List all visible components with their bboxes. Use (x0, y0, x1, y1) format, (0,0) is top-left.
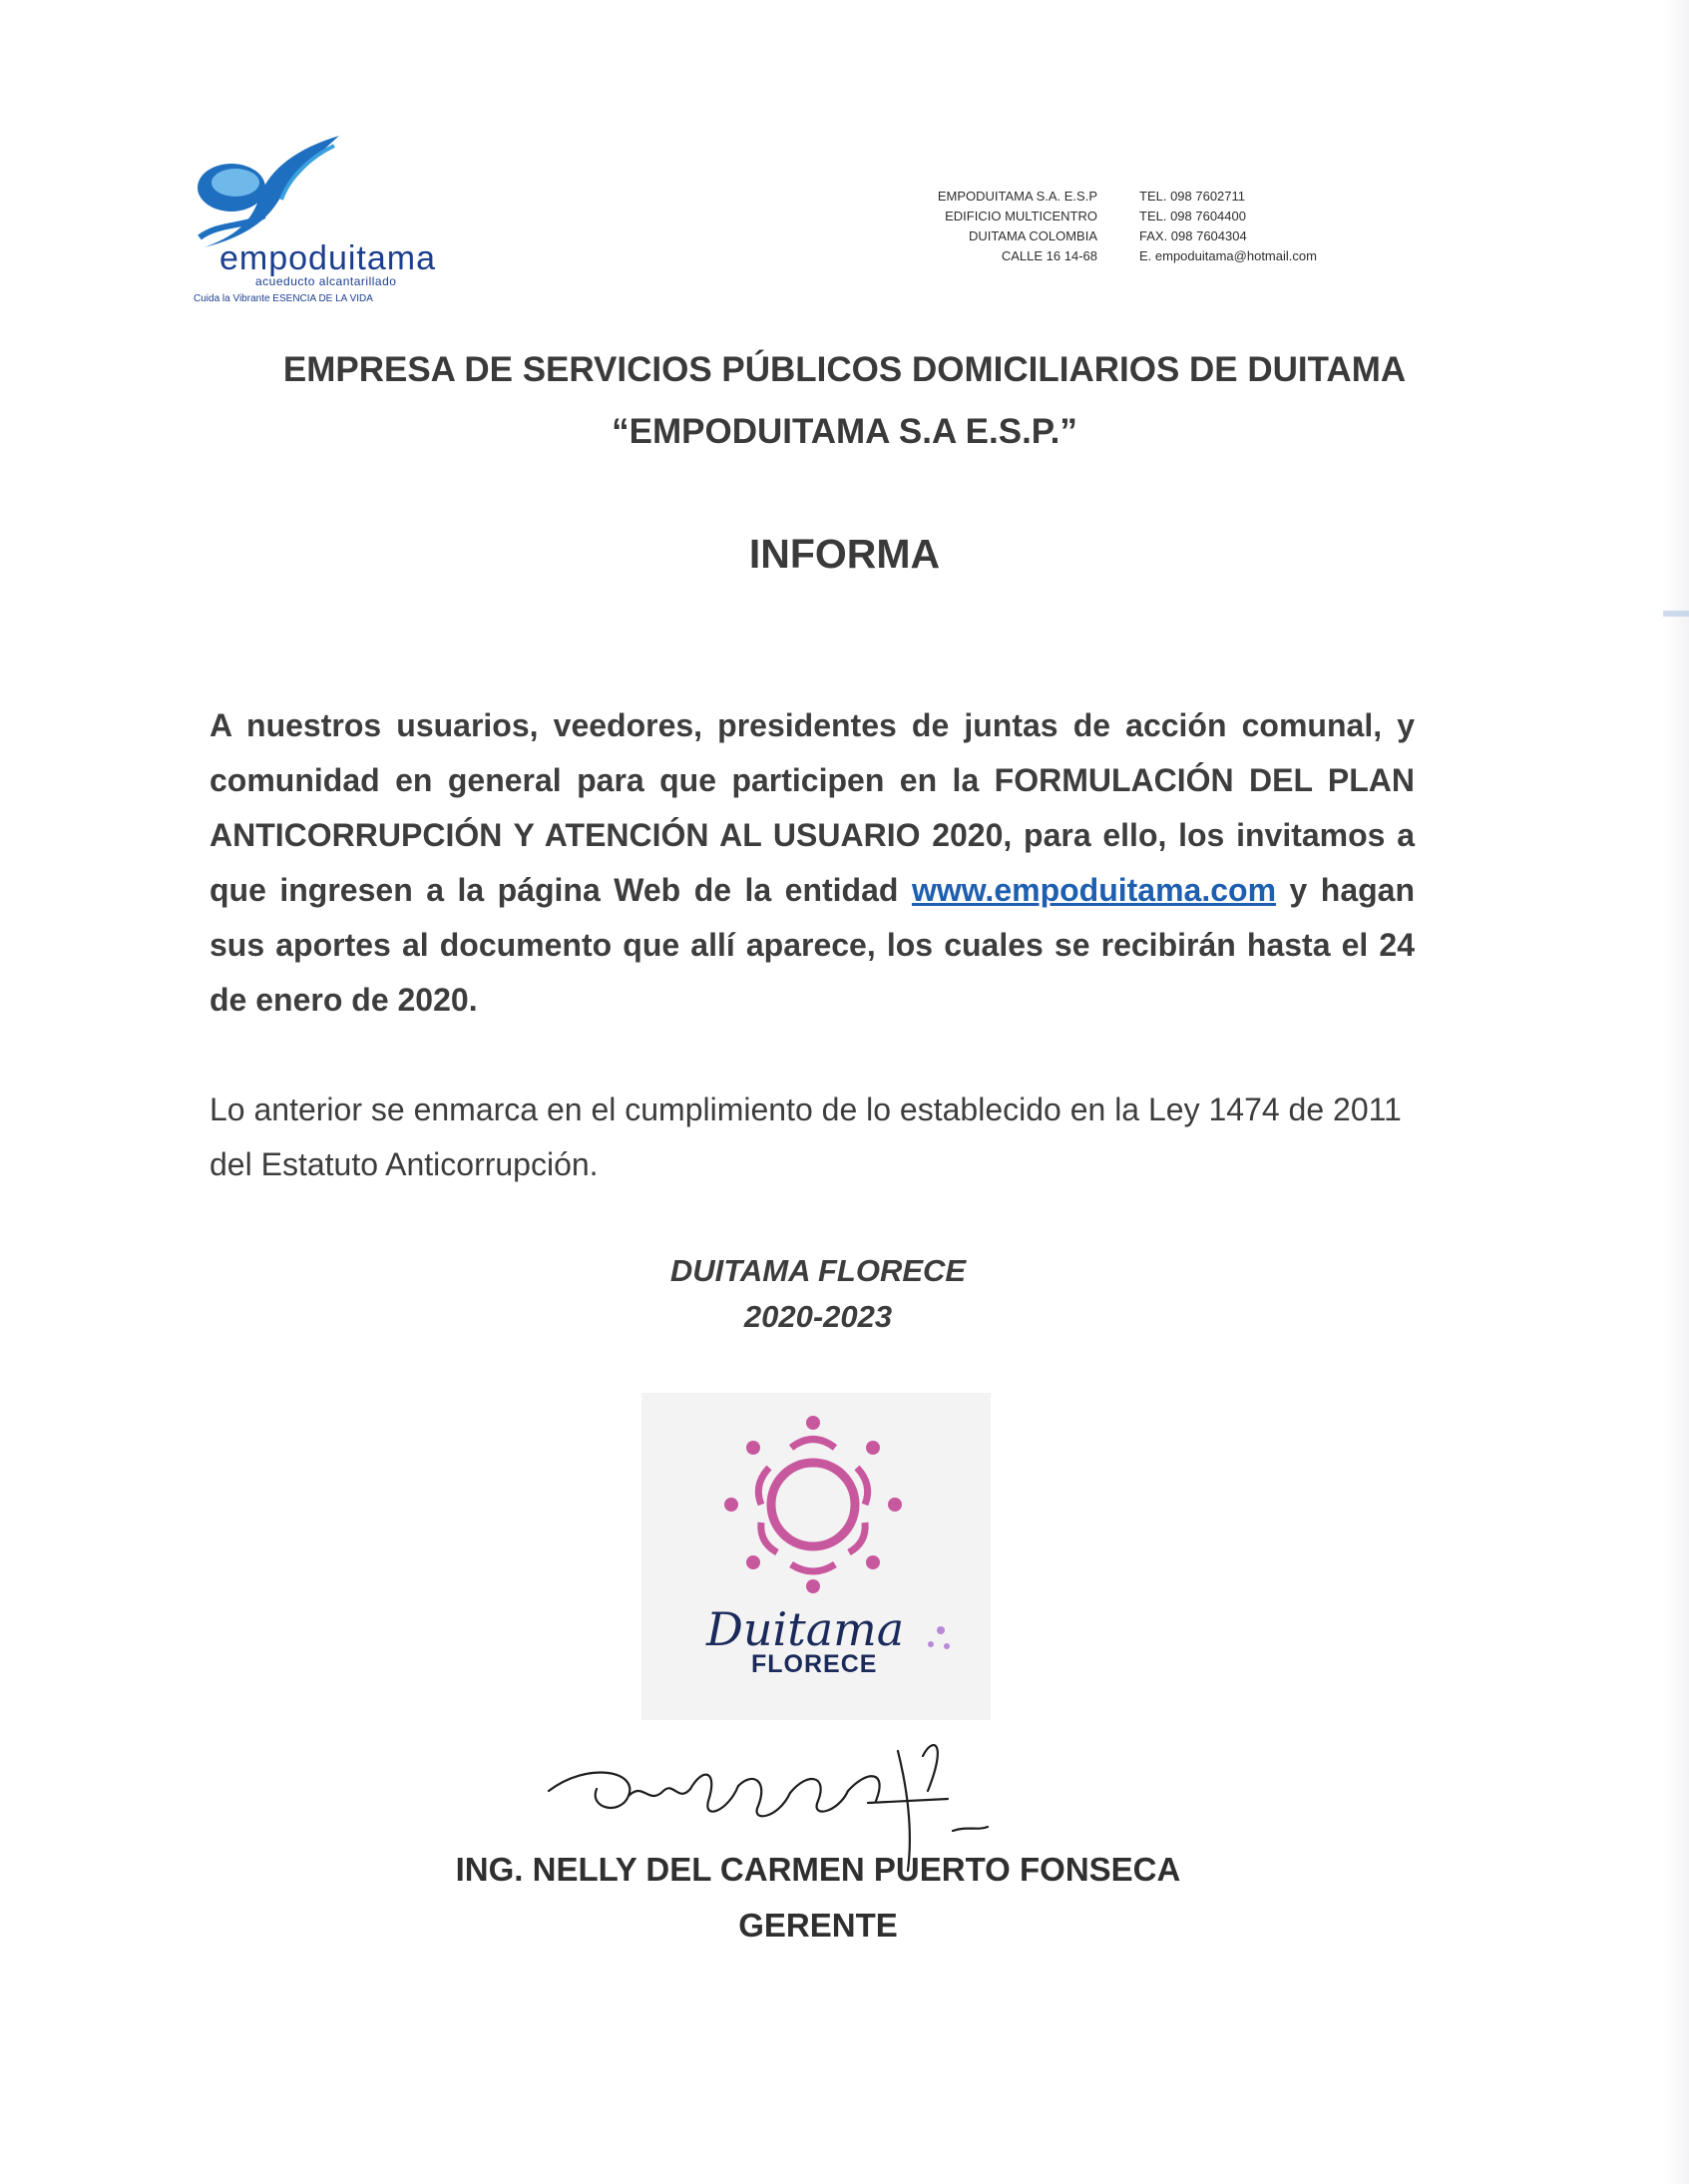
announcement-text-start: A nuestros usuarios, veedores, presidentes de juntas de acción comunal, y comunidad en general para que participen en la FORMULACIÓN DEL PLAN ANTICORRUPCIÓN Y ATENCIÓN AL USUARIO 2020, para ello, los invitamos a que ingresen a la página Web de la entidad (210, 707, 1415, 908)
contact-line: EDIFICIO MULTICENTRO (945, 209, 1097, 223)
scan-edge (1665, 0, 1689, 2184)
contact-line: E. empoduitama@hotmail.com (1139, 248, 1317, 263)
empoduitama-logo (190, 128, 489, 307)
duitama-florece-logo (641, 1393, 991, 1720)
florece-script: Duitama (706, 1602, 905, 1656)
website-link[interactable]: www.empoduitama.com (911, 872, 1277, 908)
announcement-text-end: y hagan sus aportes al documento que allí aparece, los cuales se recibirán hasta el 24 de enero de 2020. (210, 872, 1416, 1018)
informa-title: INFORMA (748, 531, 941, 577)
scan-mark (1663, 611, 1689, 617)
signer-name: ING. NELLY DEL CARMEN PUERTO FONSECA (455, 1851, 1181, 1888)
florece-word: FLORECE (751, 1650, 878, 1678)
contact-phones (1139, 187, 1399, 266)
company-short-name: “EMPODUITAMA S.A E.S.P.” (612, 412, 1077, 451)
contact-line: TEL. 098 7604400 (1139, 209, 1246, 223)
slogan-years: 2020-2023 (743, 1299, 893, 1334)
contact-line: DUITAMA COLOMBIA (968, 228, 1097, 243)
logo-subtitle: acueducto alcantarillado (255, 274, 397, 288)
contact-line: TEL. 098 7602711 (1139, 189, 1246, 204)
contact-line: FAX. 098 7604304 (1139, 228, 1247, 243)
slogan-title: DUITAMA FLORECE (669, 1253, 967, 1288)
logo-tagline: Cuida la Vibrante ESENCIA DE LA VIDA (194, 293, 373, 304)
signer-role: GERENTE (738, 1907, 898, 1944)
announcement-paragraph (210, 698, 1415, 1028)
company-name: EMPRESA DE SERVICIOS PÚBLICOS DOMICILIARIOS DE DUITAMA (282, 350, 1407, 389)
contact-address (898, 187, 1097, 266)
legal-paragraph: Lo anterior se enmarca en el cumplimiento de lo establecido en la Ley 1474 de 2011 del Estatuto Anticorrupción. (210, 1092, 1402, 1182)
contact-line: CALLE 16 14-68 (1001, 248, 1097, 263)
contact-line: EMPODUITAMA S.A. E.S.P (937, 189, 1097, 204)
logo-wordmark: empoduitama (219, 239, 437, 277)
